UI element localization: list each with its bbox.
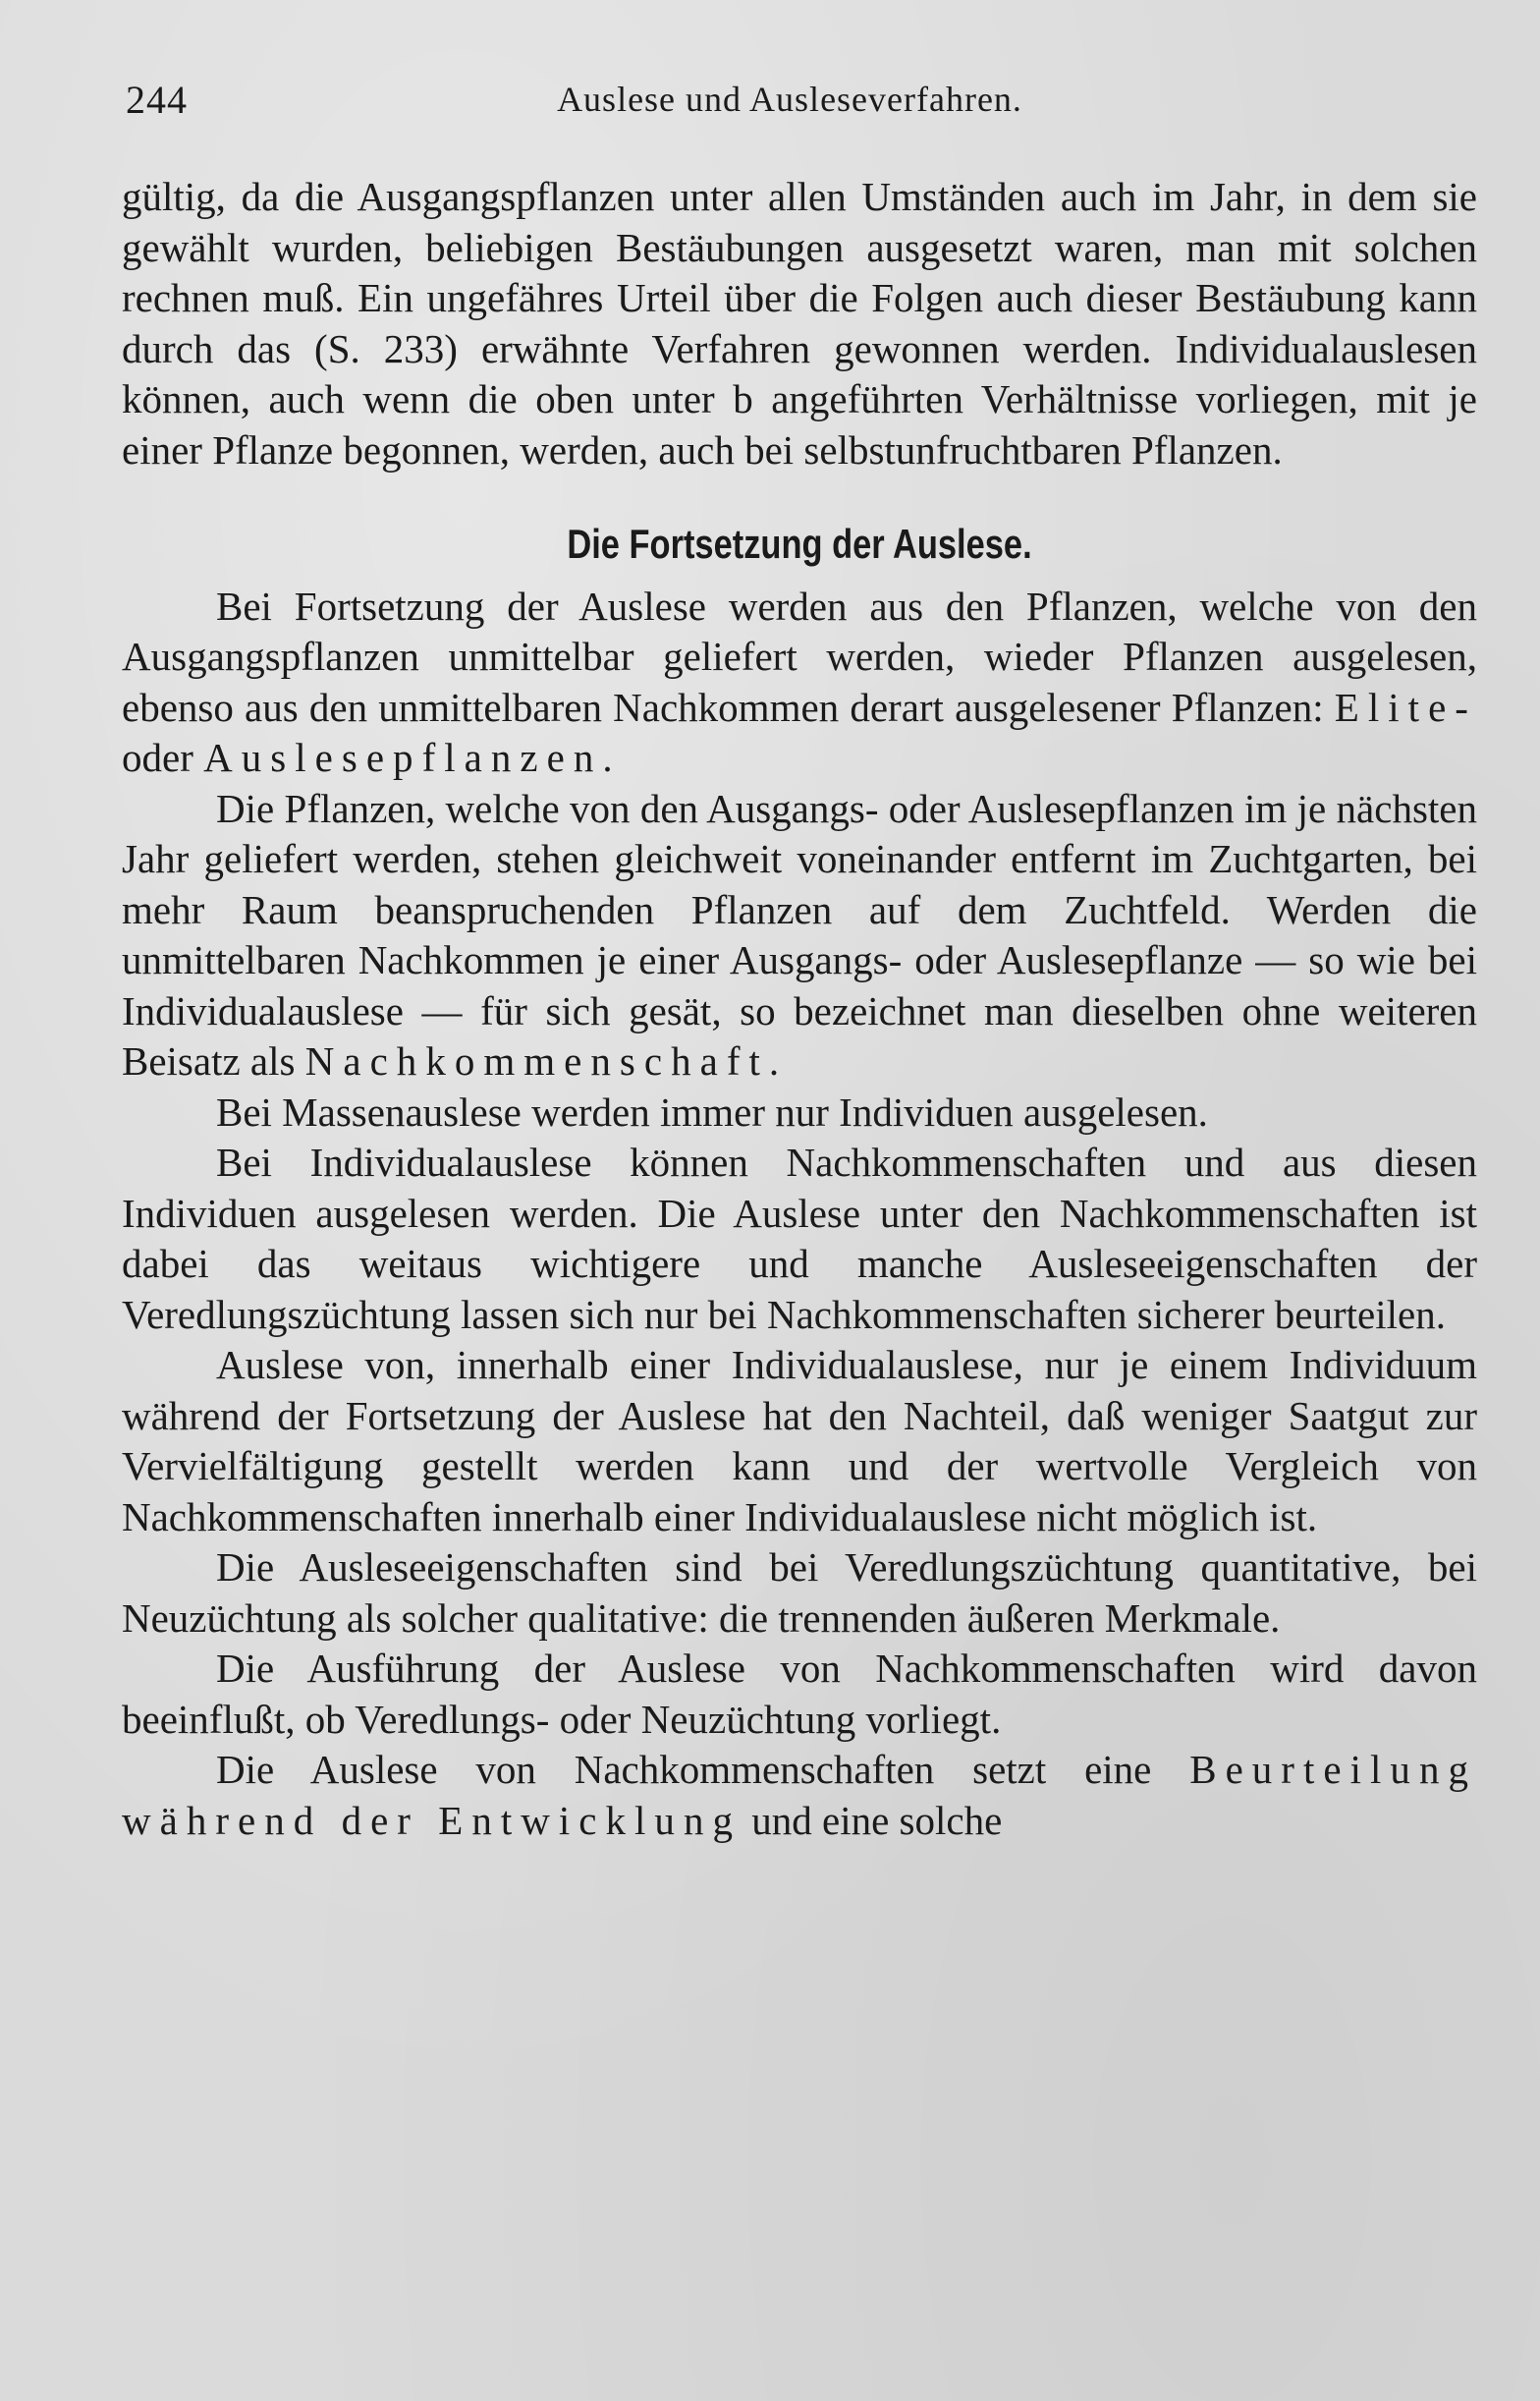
running-head: Auslese und Ausleseverfahren.	[557, 80, 1022, 119]
page-header	[126, 77, 1481, 126]
paragraph: Die Ausführung der Auslese von Nachkommenschaften wird davon beeinflußt, ob Veredlungs- oder Neuzüchtung vorliegt.	[122, 1646, 1477, 1742]
paragraph-continued: gültig, da die Ausgangspflanzen unter allen Umständen auch im Jahr, in dem sie gewählt wurden, beliebigen Bestäubungen ausgesetzt waren, man mit solchen rechnen muß. Ein ungefähres Urteil über die Folgen auch dieser Bestäubung kann durch das (S. 233) erwähnte Verfahren gewonnen werden. Individualauslesen können, auch wenn die oben unter b angeführten Verhältnisse vorliegen, mit je einer Pflanze begonnen, werden, auch bei selbstunfruchtbaren Pflanzen.	[122, 174, 1477, 473]
body-text	[122, 172, 1477, 1846]
paragraph-text: und eine solche	[742, 1797, 1003, 1843]
paragraph: Bei Massenauslese werden immer nur Individuen ausgelesen.	[216, 1089, 1208, 1135]
paragraph: Bei Individualauslese können Nachkommenschaften und aus diesen Individuen ausgelesen werden. Die Auslese unter den Nachkommenschaften ist dabei das weitaus wichtigere und manche Ausleseeigenschaften der Veredlungszüchtung lassen sich nur bei Nachkommenschaften sicherer beurteilen.	[122, 1140, 1477, 1337]
paragraph: Auslese von, innerhalb einer Individualauslese, nur je einem Individuum während der Fortsetzung der Auslese hat den Nachteil, daß weniger Saatgut zur Vervielfältigung gestellt werden kann und der wertvolle Vergleich von Nachkommenschaften innerhalb einer Individualauslese nicht möglich ist.	[122, 1342, 1477, 1539]
paragraph	[122, 582, 1477, 784]
paragraph-text: Bei Fortsetzung der Auslese werden aus den Pflanzen, welche von den Ausgangspflanzen unmittelbar geliefert werden, wieder Pflanzen ausgelesen, ebenso aus den unmittelbaren Nachkommen derart ausgelesener Pflanzen:	[122, 583, 1477, 730]
paragraph-text: oder	[122, 735, 204, 780]
paragraph-text: Die Auslese von Nachkommenschaften setzt eine	[216, 1747, 1190, 1792]
paragraph	[122, 1745, 1477, 1846]
page-number: 244	[126, 78, 188, 122]
paragraph	[122, 784, 1477, 1088]
paragraph-text: Die Pflanzen, welche von den Ausgangs- oder Auslesepflanzen im je nächsten Jahr geliefert werden, stehen gleichweit voneinander entfernt im Zuchtgarten, bei mehr Raum beanspruchenden Pflanzen auf dem Zuchtfeld. Werden die unmittelbaren Nachkommen je einer Ausgangs- oder Auslesepflanze — so wie bei Individualauslese — für sich gesät, so bezeichnet man dieselben ohne weiteren Beisatz als	[122, 785, 1477, 1084]
paragraph: Die Ausleseeigenschaften sind bei Veredlungszüchtung quantitative, bei Neuzüchtung als solcher qualitative: die trennenden äußeren Merkmale.	[122, 1544, 1477, 1641]
spaced-term: Nachkommenschaft.	[304, 1038, 789, 1084]
spaced-term: Auslesepflanzen.	[203, 735, 622, 780]
spaced-term: Elite-	[1334, 684, 1477, 730]
section-heading: Die Fortsetzung der Auslese.	[567, 521, 1032, 567]
spaced-term: Beurteilung während der Entwicklung	[122, 1747, 1477, 1843]
